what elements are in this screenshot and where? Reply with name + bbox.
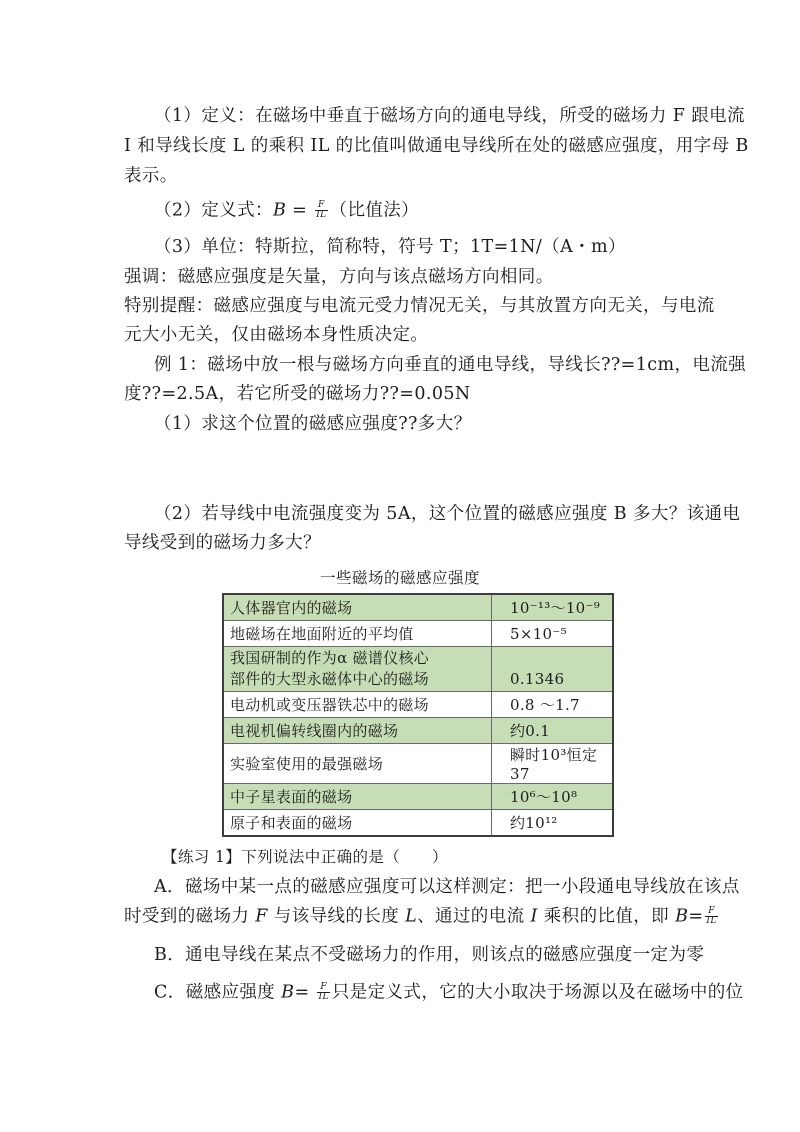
- table-row: [223, 718, 613, 744]
- table-cell-name: 地磁场在地面附近的平均值: [223, 621, 492, 647]
- table-row: [223, 810, 613, 837]
- example-line-2: 度??=2.5A，若它所受的磁场力??=0.05N: [124, 384, 471, 404]
- option-a-var-B: B: [675, 906, 689, 927]
- table-cell-name: [223, 647, 492, 692]
- formula-numerator: F: [315, 201, 327, 211]
- table-cell-name: 原子和表面的磁场: [223, 810, 492, 837]
- option-a-text-3: 、通过的电流: [417, 906, 525, 927]
- option-a-var-I: I: [530, 906, 538, 927]
- table-cell-value: 约10¹²: [492, 810, 614, 837]
- exercise-option-a-line-2: [124, 907, 720, 927]
- table-cell-name: 电动机或变压器铁芯中的磁场: [223, 692, 492, 718]
- table-row: [223, 647, 613, 692]
- table-row: [223, 594, 613, 621]
- option-c-text-2: 只是定义式，它的大小取决于场源以及在磁场中的位: [331, 982, 744, 1003]
- option-c-fraction: [317, 983, 329, 1003]
- exercise-option-c: [154, 983, 744, 1003]
- table-cell-name: 实验室使用的最强磁场: [223, 744, 492, 784]
- option-c-denominator: IL: [318, 992, 329, 1003]
- example-question-1: （1）求这个位置的磁感应强度??多大？: [154, 414, 472, 434]
- definition-line-1: （1）定义：在磁场中垂直于磁场方向的通电导线，所受的磁场力 F 跟电流: [154, 106, 745, 126]
- table-cell-name: 电视机偏转线圈内的磁场: [223, 718, 492, 744]
- table-cell-value: 10⁻¹³～10⁻⁹: [492, 594, 614, 621]
- table-cell-name: 中子星表面的磁场: [223, 784, 492, 810]
- example-line-1: 例 1：磁场中放一根与磁场方向垂直的通电导线，导线长??=1cm，电流强: [154, 355, 747, 375]
- definition-line-3: 表示。: [124, 166, 178, 186]
- table-cell-value: 5×10⁻⁵: [492, 621, 614, 647]
- unit-line: （3）单位：特斯拉，简称特，符号 T；1T=1N/（A・m）: [154, 237, 626, 257]
- table-caption: 一些磁场的磁感应强度: [319, 569, 480, 587]
- table-row: [223, 784, 613, 810]
- option-c-numerator: F: [317, 983, 329, 993]
- option-a-numerator: F: [705, 907, 717, 917]
- definition-line-2: I 和导线长度 L 的乘积 IL 的比值叫做通电导线所在处的磁感应强度，用字母 B: [124, 136, 749, 156]
- option-a-var-L: L: [405, 906, 418, 927]
- option-a-text-4: 乘积的比值，即: [543, 906, 670, 927]
- reminder-line-2: 元大小无关，仅由磁场本身性质决定。: [124, 325, 429, 345]
- magnetic-field-table: [222, 593, 614, 837]
- formula-fraction: [315, 201, 327, 221]
- option-a-text-2: 与该导线的长度: [273, 906, 400, 927]
- table-cell-name-line-2: 部件的大型永磁体中心的磁场: [230, 670, 429, 688]
- formula-prefix: （2）定义式：: [154, 200, 273, 221]
- option-c-text-1: C．磁感应强度: [154, 982, 276, 1003]
- example-question-2-line-1: （2）若导线中电流强度变为 5A，这个位置的磁感应强度 B 多大？该通电: [154, 504, 741, 524]
- table-cell-value: 0.8 ～1.7: [492, 692, 614, 718]
- exercise-title: 【练习 1】下列说法中正确的是（ ）: [162, 848, 448, 866]
- table-cell-value: 约0.1: [492, 718, 614, 744]
- formula-line: [154, 201, 419, 221]
- option-a-var-F: F: [255, 906, 268, 927]
- table-cell-name: 人体器官内的磁场: [223, 594, 492, 621]
- option-c-equals: =: [294, 982, 310, 1003]
- exercise-option-a-line-1: A．磁场中某一点的磁感应强度可以这样测定：把一小段通电导线放在该点: [154, 877, 740, 897]
- option-a-fraction: [705, 907, 717, 927]
- option-a-equals: =: [688, 906, 704, 927]
- exercise-option-b: B．通电导线在某点不受磁场力的作用，则该点的磁感应强度一定为零: [154, 945, 705, 965]
- emphasis-line: 强调：磁感应强度是矢量，方向与该点磁场方向相同。: [124, 267, 554, 287]
- option-a-denominator: IL: [706, 916, 717, 927]
- table-row: [223, 744, 613, 784]
- table-row: [223, 692, 613, 718]
- formula-denominator: IL: [316, 210, 327, 221]
- table-row: [223, 621, 613, 647]
- table-cell-name-line-1: 我国研制的作为α 磁谱仪核心: [230, 649, 430, 667]
- formula-lhs: B =: [272, 200, 308, 221]
- formula-suffix: （比值法）: [329, 200, 420, 221]
- table-cell-value: 瞬时10³恒定37: [492, 744, 614, 784]
- table-cell-value: 0.1346: [492, 647, 614, 692]
- option-a-text-1: 时受到的磁场力: [124, 906, 250, 927]
- example-question-2-line-2: 导线受到的磁场力多大？: [124, 533, 321, 553]
- reminder-line-1: 特别提醒：磁感应强度与电流元受力情况无关，与其放置方向无关，与电流: [124, 296, 715, 316]
- table-cell-value: 10⁶～10⁸: [492, 784, 614, 810]
- option-c-var-B: B: [281, 982, 295, 1003]
